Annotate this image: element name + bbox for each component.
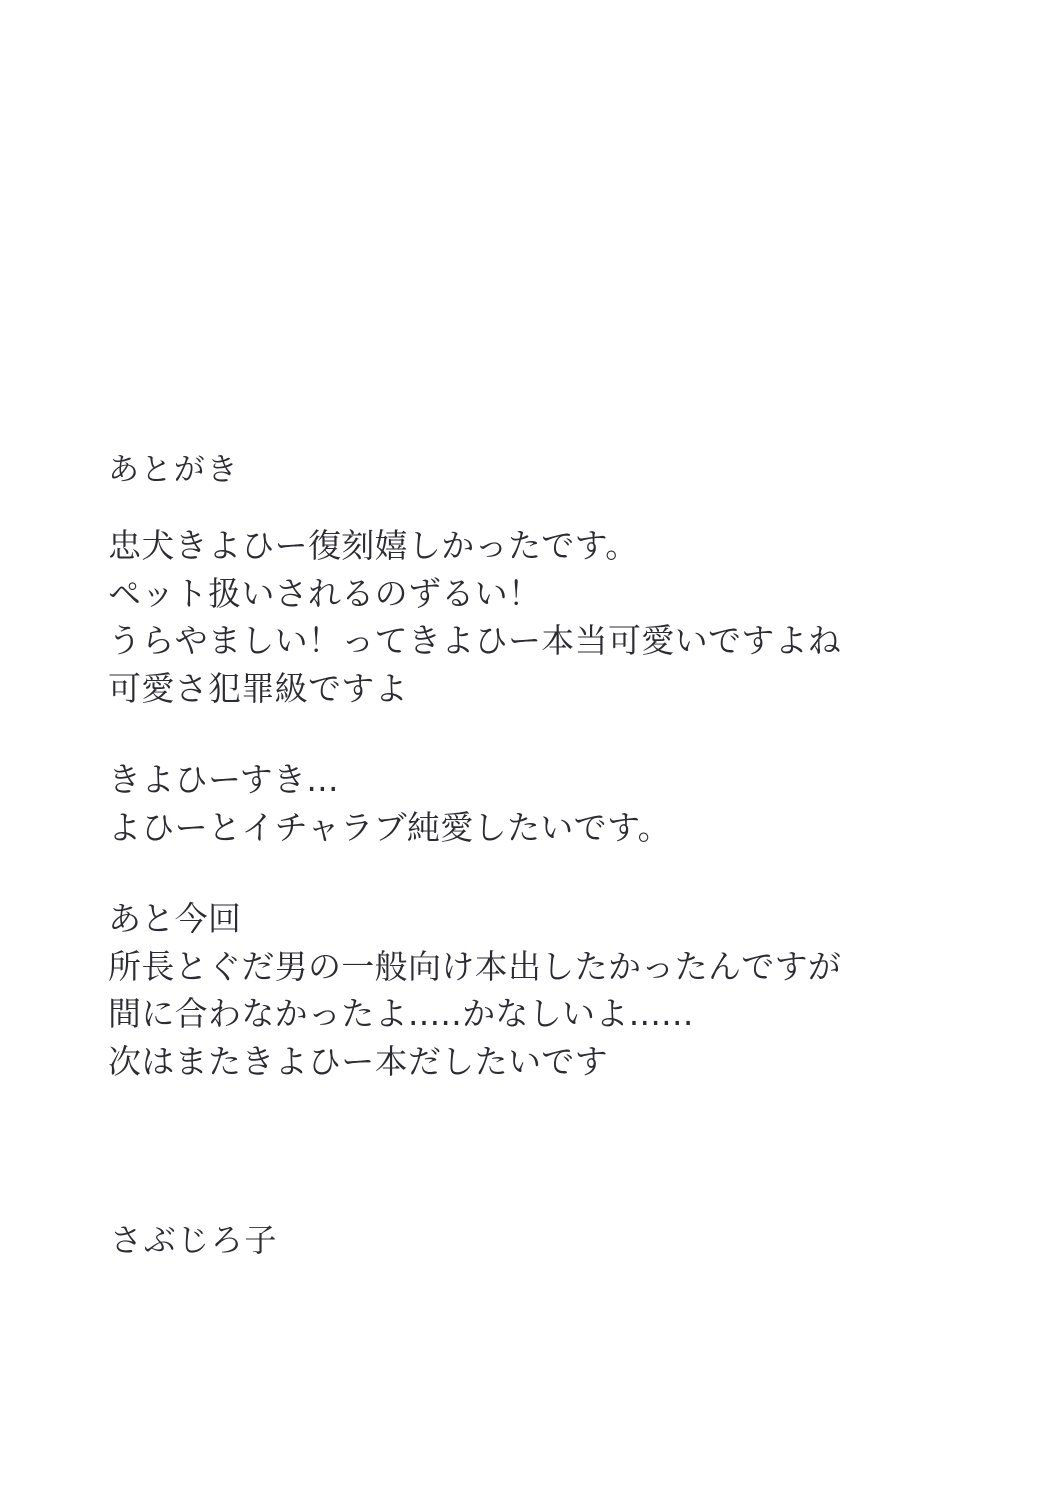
page-title: あとがき xyxy=(108,452,240,488)
paragraph-3-line-2: 所長とぐだ男の一般向け本出したかったんですが xyxy=(108,946,842,986)
paragraph-2 xyxy=(108,756,988,851)
paragraph-1-line-2: ペット扱いされるのずるい！ xyxy=(108,573,542,613)
paragraph-3 xyxy=(108,895,988,1085)
paragraph-1-line-3: うらやましい！ってきよひー本当可愛いですよね xyxy=(108,621,842,661)
author-signature: さぶじろ子 xyxy=(110,1221,279,1259)
paragraph-3-line-1: あと今回 xyxy=(108,899,242,939)
paragraph-1 xyxy=(108,522,988,712)
paragraph-3-line-4: 次はまたきよひー本だしたいです xyxy=(108,1041,608,1081)
afterword-section xyxy=(108,452,988,1085)
paragraph-1-line-1: 忠犬きよひー復刻嬉しかったです。 xyxy=(108,526,639,565)
paragraph-3-line-3: 間に合わなかったよ.....かなしいよ...... xyxy=(108,994,694,1034)
paragraph-2-line-2: よひーとイチャラブ純愛したいです。 xyxy=(108,807,671,847)
paragraph-2-line-1: きよひーすき... xyxy=(108,760,339,800)
paragraph-1-line-4: 可愛さ犯罪級ですよ xyxy=(108,668,408,708)
